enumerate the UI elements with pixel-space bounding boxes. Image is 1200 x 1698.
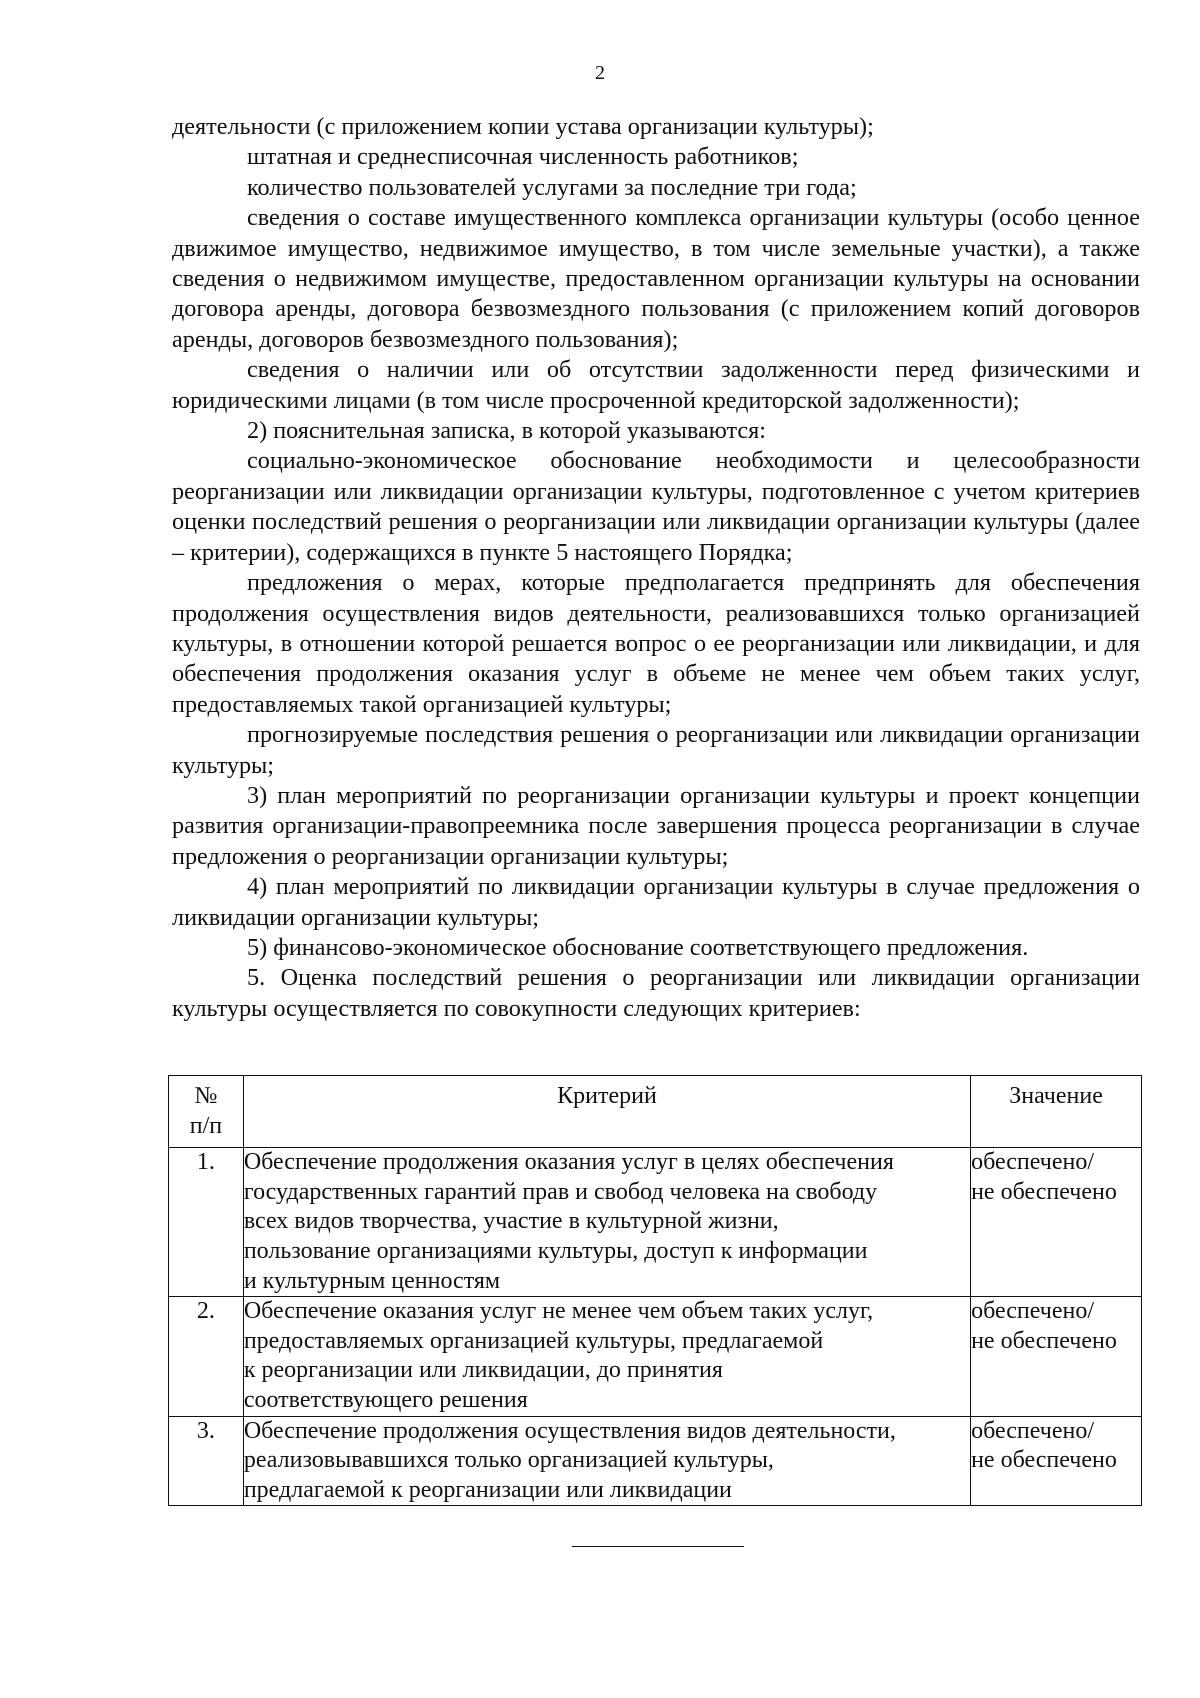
row-value [971,1297,1142,1416]
paragraph: деятельности (с приложением копии устава организации культуры); [172,113,874,140]
criterion-line: Обеспечение продолжения осуществления видов деятельности, [243,1417,896,1444]
header-criterion: Критерий [243,1076,970,1148]
row-criterion [243,1148,970,1297]
paragraph: прогнозируемые последствия решения о реорганизации или ликвидации организации культуры; [172,721,1140,779]
table-row [169,1416,1142,1506]
criterion-line: Обеспечение оказания услуг не менее чем объем таких услуг, [243,1298,874,1325]
table-row [169,1148,1142,1297]
value-line: обеспечено/ [971,1149,1095,1176]
paragraph: 5) финансово-экономическое обоснование соответствующего предложения. [247,933,1029,961]
row-criterion [243,1416,970,1506]
header-number [169,1076,244,1148]
page-number: 2 [595,62,605,84]
value-line: обеспечено/ [971,1417,1095,1444]
paragraph: штатная и среднесписочная численность работников; [247,143,799,171]
row-criterion [243,1297,970,1416]
value-line: не обеспечено [971,1447,1117,1474]
table-header-row [169,1076,1142,1148]
criterion-line: государственных гарантий прав и свобод человека на свободу [243,1178,878,1205]
row-number: 3. [169,1416,244,1506]
criterion-line: всех видов творчества, участие в культурной жизни, [243,1208,779,1235]
criterion-line: предлагаемой к реорганизации или ликвидации [243,1476,732,1503]
paragraph: сведения о составе имущественного комплекса организации культуры (особо ценное движимое имущество, недвижимое имущество, в том числе земельные участки), а также сведения о недвижимом имуществе, предоставленном организации культуры на основании договора аренды, договора безвозмездного пользования (с приложением копий договоров аренды, договоров безвозмездного пользования); [172,204,1140,353]
paragraph: количество пользователей услугами за последние три года; [247,173,857,201]
value-line: не обеспечено [971,1327,1117,1354]
criteria-table [168,1075,1142,1506]
value-line: обеспечено/ [971,1298,1095,1325]
row-number: 1. [169,1148,244,1297]
header-number-line2: п/п [189,1112,223,1139]
criterion-line: предоставляемых организацией культуры, предлагаемой [243,1327,824,1354]
row-number: 2. [169,1297,244,1416]
paragraph: 3) план мероприятий по реорганизации организации культуры и проект концепции развития организации-правопреемника после завершения процесса реорганизации в случае предложения о реорганизации организации культуры; [172,781,1140,870]
body-text [172,112,1140,1024]
row-value [971,1148,1142,1297]
value-line: не обеспечено [971,1178,1117,1205]
paragraph: предложения о мерах, которые предполагается предпринять для обеспечения продолжения осуществления видов деятельности, реализовавшихся только организацией культуры, в отношении которой решается вопрос о ее реорганизации или ликвидации, и для обеспечения продолжения оказания услуг в объеме не менее чем объем таких услуг, предоставляемых такой организацией культуры; [172,569,1140,718]
table-row [169,1297,1142,1416]
end-of-document-rule [572,1546,744,1547]
paragraph: сведения о наличии или об отсутствии задолженности перед физическими и юридическими лицами (в том числе просроченной кредиторской задолженности); [172,356,1140,414]
header-number-line1: № [194,1083,218,1109]
paragraph: 4) план мероприятий по ликвидации организации культуры в случае предложения о ликвидации организации культуры; [172,873,1140,931]
criterion-line: соответствующего решения [243,1386,528,1413]
paragraph: 5. Оценка последствий решения о реорганизации или ликвидации организации культуры осуществляется по совокупности следующих критериев: [172,964,1140,1022]
criterion-line: пользование организациями культуры, доступ к информации [243,1237,868,1264]
paragraph: 2) пояснительная записка, в которой указываются: [247,417,766,445]
header-value: Значение [971,1076,1142,1148]
criterion-line: и культурным ценностям [243,1267,501,1294]
criterion-line: реализовывавшихся только организацией культуры, [243,1447,774,1474]
paragraph: социально-экономическое обоснование необходимости и целесообразности реорганизации или ликвидации организации культуры, подготовленное с учетом критериев оценки последствий решения о реорганизации или ликвидации организации культуры (далее – критерии), содержащихся в пункте 5 настоящего Порядка; [172,447,1140,566]
row-value [971,1416,1142,1506]
criterion-line: Обеспечение продолжения оказания услуг в целях обеспечения [243,1149,894,1176]
criterion-line: к реорганизации или ликвидации, до принятия [243,1357,723,1384]
